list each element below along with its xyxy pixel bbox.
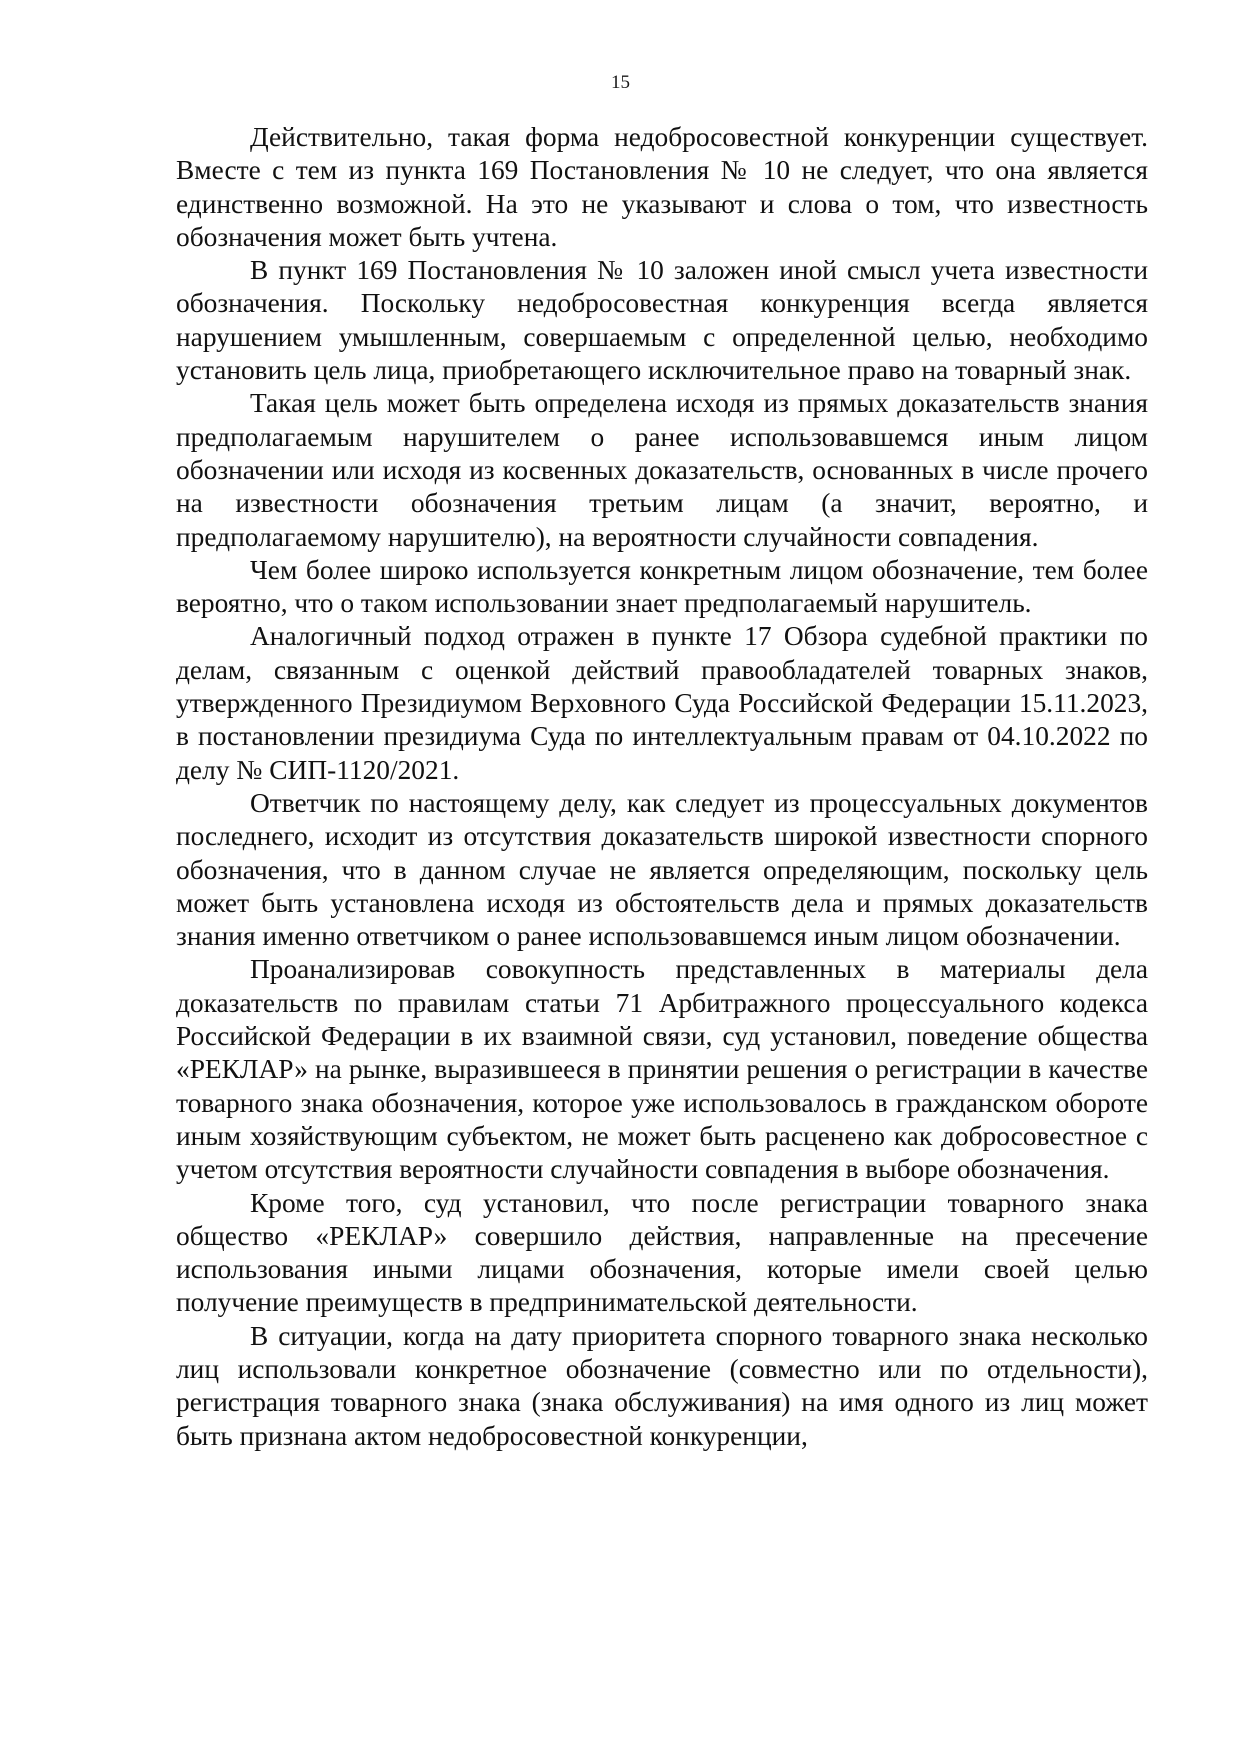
paragraph: Действительно, такая форма недобросовестной конкуренции существует. Вместе с тем из пункта 169 Постановления № 10 не следует, что она является единственно возможной. На это не указывают и слова о том, что известность обозначения может быть учтена. <box>176 122 1148 252</box>
paragraph: Кроме того, суд установил, что после регистрации товарного знака общество «РЕКЛАР» совершило действия, направленные на пресечение использования иными лицами обозначения, которые имели своей целью получение преимуществ в предпринимательской деятельности. <box>176 1187 1148 1318</box>
paragraph: Чем более широко используется конкретным лицом обозначение, тем более вероятно, что о таком использовании знает предполагаемый нарушитель. <box>176 554 1148 619</box>
paragraph: Ответчик по настоящему делу, как следует из процессуальных документов последнего, исходит из отсутствия доказательств широкой известности спорного обозначения, что в данном случае не является определяющим, поскольку цель может быть установлена исходя из обстоятельств дела и прямых доказательств знания именно ответчиком о ранее использовавшемся иным лицом обозначении. <box>176 787 1148 952</box>
document-body <box>176 121 1148 1453</box>
paragraph: В пункт 169 Постановления № 10 заложен иной смысл учета известности обозначения. Поскольку недобросовестная конкуренция всегда является нарушением умышленным, совершаемым с определенной целью, необходимо установить цель лица, приобретающего исключительное право на товарный знак. <box>176 255 1148 386</box>
page-number: 15 <box>611 72 630 93</box>
paragraph: Такая цель может быть определена исходя из прямых доказательств знания предполагаемым нарушителем о ранее использовавшемся иным лицом обозначении или исходя из косвенных доказательств, основанных в числе прочего на известности обозначения третьим лицам (а значит, вероятно, и предполагаемому нарушителю), на вероятности случайности совпадения. <box>176 388 1148 552</box>
paragraph: Проанализировав совокупность представленных в материалы дела доказательств по правилам статьи 71 Арбитражного процессуального кодекса Российской Федерации в их взаимной связи, суд установил, поведение общества «РЕКЛАР» на рынке, выразившееся в принятии решения о регистрации в качестве товарного знака обозначения, которое уже использовалось в гражданском обороте иным хозяйствующим субъектом, не может быть расценено как добросовестное с учетом отсутствия вероятности случайности совпадения в выборе обозначения. <box>176 954 1148 1185</box>
paragraph: В ситуации, когда на дату приоритета спорного товарного знака несколько лиц использовали конкретное обозначение (совместно или по отдельности), регистрация товарного знака (знака обслуживания) на имя одного из лиц может быть признана актом недобросовестной конкуренции, <box>176 1320 1148 1451</box>
paragraph: Аналогичный подход отражен в пункте 17 Обзора судебной практики по делам, связанным с оценкой действий правообладателей товарных знаков, утвержденного Президиумом Верховного Суда Российской Федерации 15.11.2023, в постановлении президиума Суда по интеллектуальным правам от 04.10.2022 по делу № СИП-1120/2021. <box>176 621 1148 785</box>
